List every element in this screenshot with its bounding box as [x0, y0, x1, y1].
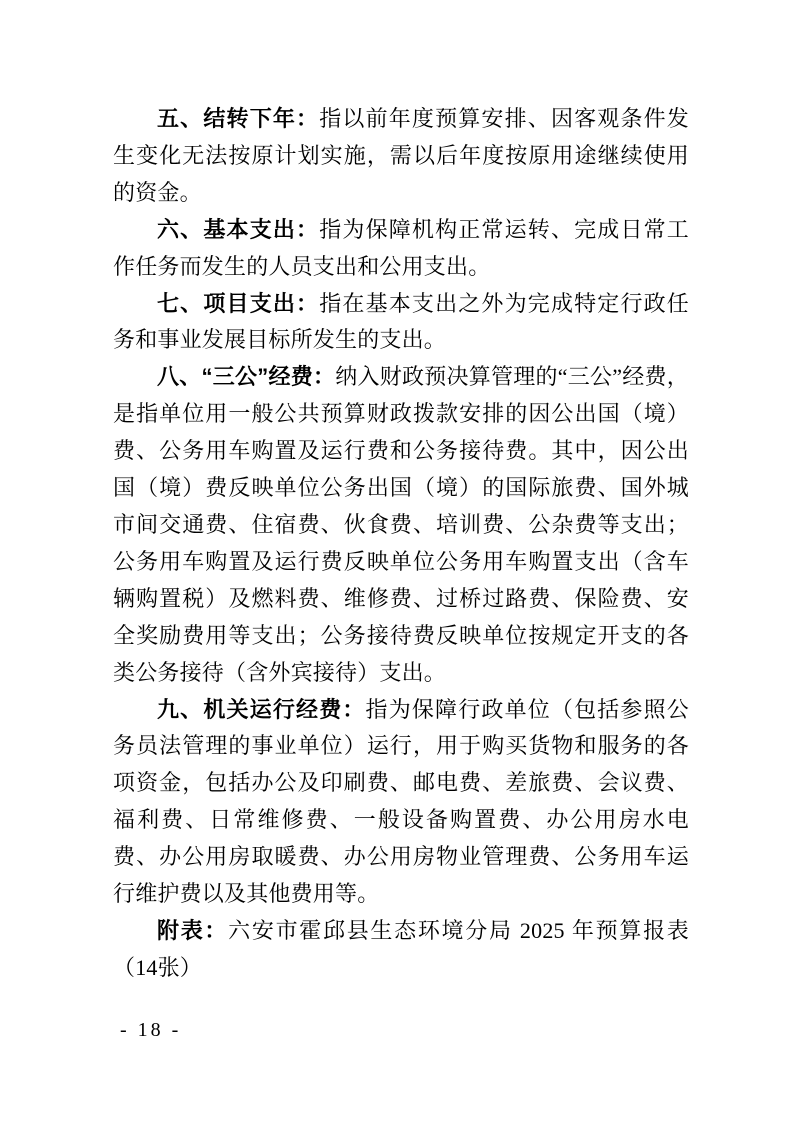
paragraph-text: 指为保障行政单位（包括参照公务员法管理的事业单位）运行，用于购买货物和服务的各项资金，包括办公及印刷费、邮电费、差旅费、会议费、福利费、日常维修费、一般设备购置费、办公用房水电费、办公用房取暖费、办公用房物业管理费、公务用车运行维护费以及其他费用等。	[113, 696, 689, 907]
paragraph-attached-tables	[113, 913, 689, 987]
paragraph-three-public-funds	[113, 359, 689, 691]
paragraph-heading: 九、机关运行经费：	[157, 696, 366, 722]
paragraph-heading: 五、结转下年：	[157, 106, 320, 131]
paragraph-heading: 八、“三公”经费：	[157, 364, 336, 390]
paragraph-carryover-funds	[113, 101, 689, 212]
paragraph-text: 指为保障机构正常运转、完成日常工作任务而发生的人员支出和公用支出。	[113, 216, 690, 279]
document-body	[113, 101, 689, 987]
paragraph-text: 纳入财政预决算管理的“三公”经费，是指单位用一般公共预算财政拨款安排的因公出国（境）费、公务用车购置及运行费和公务接待费。其中，因公出国（境）费反映单位公务出国（境）的国际旅费、国外城市间交通费、住宿费、伙食费、培训费、公杂费等支出；公务用车购置及运行费反映单位公务用车购置支出（含车辆购置税）及燃料费、维修费、过桥过路费、保险费、安全奖励费用等支出；公务接待费反映单位按规定开支的各类公务接待（含外宾接待）支出。	[113, 364, 689, 685]
paragraph-text: 指在基本支出之外为完成特定行政任务和事业发展目标所发生的支出。	[113, 290, 690, 353]
paragraph-project-expenditure	[113, 286, 689, 360]
paragraph-heading: 附表：	[157, 917, 229, 943]
paragraph-basic-expenditure	[113, 212, 689, 286]
paragraph-heading: 六、基本支出：	[157, 216, 320, 242]
page-number: - 18 -	[120, 1019, 182, 1041]
paragraph-heading: 七、项目支出：	[157, 290, 320, 316]
paragraph-agency-operating-funds	[113, 692, 689, 913]
paragraph-text: 指以前年度预算安排、因客观条件发生变化无法按原计划实施，需以后年度按原用途继续使用的资金。	[113, 106, 690, 205]
paragraph-text: 六安市霍邱县生态环境分局 2025 年预算报表（14张）	[113, 917, 689, 980]
